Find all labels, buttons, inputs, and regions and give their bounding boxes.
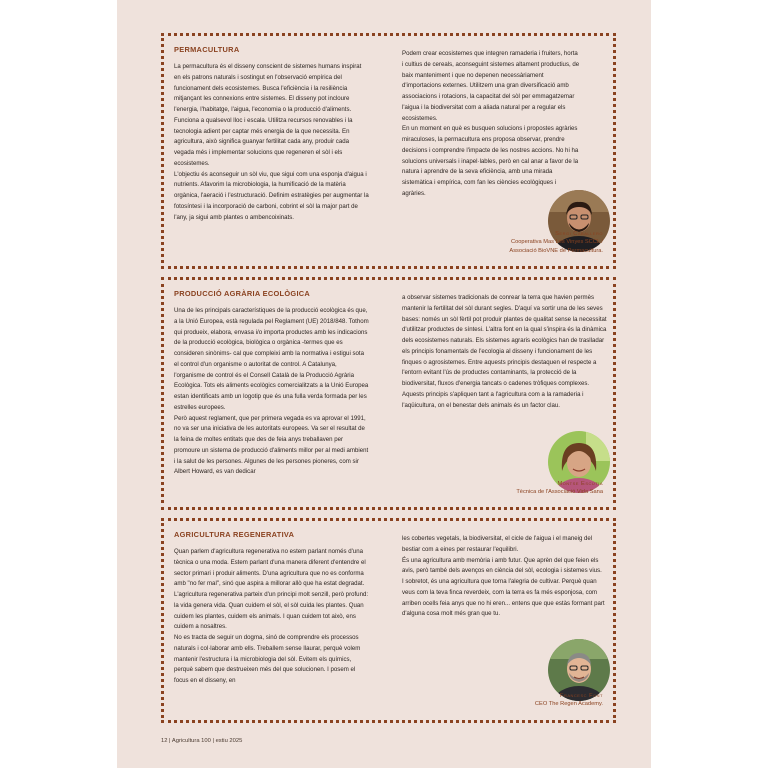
- paragraph: Quan parlem d'agricultura regenerativa no estem parlant només d'una tècnica o una moda. Estem parlant d'una manera diferent d'entendre el sector primari i produir aliments. D'una agricultura que no es conforma amb "no fer mal", sinó que aspira a millorar allò que ha estat degradat.: [174, 548, 366, 588]
- author-signature: [509, 230, 603, 255]
- author-signature: [516, 480, 603, 497]
- section-produccio-ecologica: [161, 277, 616, 510]
- paragraph: a observar sistemes tradicionals de conrear la terra que havien permès mantenir la fertilitat del sòl durant segles. D'aquí va sortir una de les seves bases: només un sòl fèrtil pot produir plantes de qualitat sense la necessitat d'utilitzar productes de síntesi. L'altra font en la qual s'inspira és la dinàmica dels ecosistemes naturals. Els sistemes agraris ecològics han de traslladar els principis fonamentals de l'ecologia al disseny i funcionament de les finques o agrosistemes. Entre aquests principis destaquen el respecte a l'entorn evitant l'ús de productes contaminants, la protecció de la biodiversitat, fluxos d'energia tancats o cadenes tròfiques complexes. Aquests principis s'apliquen tant a l'agricultura com a la ramaderia i l'aqüicultura, on el benestar dels animals és un factor clau.: [402, 294, 607, 409]
- section-title: AGRICULTURA REGENERATIVA: [174, 530, 295, 539]
- paragraph: Una de les principals característiques de la producció ecològica és que, a la Unió Europea, està regulada pel Reglament (UE) 2018/848. Tothom qui produeix, elabora, envasa i/o importa productes amb les indicacions de la producció ecològica, biològica o orgànica -termes que es consideren sinònims- cal que compleixi amb la normativa i estigui sota el control d'un organisme o autoritat de control. A Catalunya, l'organisme de control és el Consell Català de la Producció Agrària Ecològica. Tots els aliments ecològics comercialitzats a la Unió Europea estan identificats amb un logotip que és una fulla verda formada per les estrelles europees.: [174, 307, 369, 411]
- author-role: CEO The Regen Academy.: [534, 701, 603, 708]
- left-column: [174, 62, 369, 223]
- section-title: PERMACULTURA: [174, 45, 240, 54]
- magazine-page: [117, 0, 651, 768]
- author-name: Francesc Font: [559, 693, 603, 699]
- author-role: Cooperativa Mas Les Vinyes SCCL /: [511, 239, 603, 246]
- paragraph: Funciona a qualsevol lloc i escala. Utilitza recursos renovables i la tecnologia adient per captar més energia de la que necessita. En agricultura, això significa guanyar fertilitat cada any, produir cada vegada més i implementar solucions que regeneren el sòl i els ecosistemes.: [174, 116, 353, 167]
- author-name: Montse Escútia: [557, 481, 603, 487]
- paragraph: Però aquest reglament, que per primera vegada es va aprovar el 1991, no va ser una iniciativa de les autoritats europees. Va ser el resultat de la feina de moltes entitats que des de feia anys treballaven per promoure un sistema de producció d'aliments millor per al medi ambient i la salut de les persones. Algunes de les persones pioneres, com sir Albert Howard, es van dedicar: [174, 414, 369, 476]
- paragraph: La permacultura és el disseny conscient de sistemes humans inspirat en els patrons naturals i sostingut en l'observació empírica del funcionament dels ecosistemes. Busca l'eficiència i la resiliència mitjançant les connexions entre sistemes. El disseny pot incloure l'energia, l'habitatge, l'aigua, l'economia o la producció d'aliments.: [174, 63, 362, 113]
- paragraph: les cobertes vegetals, la biodiversitat, el cicle de l'aigua i el maneig del bestiar com a eines per restaurar l'equilibri.: [402, 535, 593, 553]
- paragraph: L'agricultura regenerativa parteix d'un principi molt senzill, però profund: la vida genera vida. Quan cuidem el sòl, el sòl cuida les plantes. Quan cuidem les plantes, cuidem els animals. I quan cuidem tot això, ens cuidem a nosaltres.: [174, 591, 369, 631]
- left-column: [174, 306, 369, 478]
- left-column: [174, 547, 369, 687]
- author-signature: [535, 692, 603, 709]
- right-column: [402, 49, 580, 200]
- paragraph: No es tracta de seguir un dogma, sinó de comprendre els processos naturals i col·laborar amb ells. Treballem sense llaurar, perquè volem mantenir l'estructura i la microbiologia del sòl. Evitem els químics, perquè sabem que destrueixen més del que solucionen. I posem el focus en el disseny, en: [174, 634, 361, 684]
- page-footer: 12 | Agricultura 100 | estiu 2025: [161, 738, 243, 744]
- author-role: Associació BioVNE de Permacultura.: [509, 247, 603, 254]
- paragraph: És una agricultura amb memòria i amb futur. Que aprèn del que feien els avis, però també dels avenços en ciència del sòl, ecologia i sistemes vius.: [402, 556, 602, 575]
- author-role: Tècnica de l'Associació Vida Sana: [516, 489, 603, 496]
- paragraph: En un moment en què es busquen solucions i propostes agràries miraculoses, la permacultura ens proposa observar, prendre decisions i comprendre l'impacte de les nostres accions. No hi ha solucions universals i inapel·lables, però en cal anar a favor de la natura i aprendre de la seva eficiència, amb una mirada sistemàtica i empírica, com fan les ciències ecològiques i agràries.: [402, 125, 579, 197]
- paragraph: Podem crear ecosistemes que integren ramaderia i fruiters, horta i cultius de cereals, aconseguint sistemes altament productius, de baix manteniment i que no depenen necessàriament d'importacions externes. Utilitzem una gran diversificació amb associacions i rotacions, la capacitat del sòl per emmagatzemar l'aigua i la biodiversitat com a aliada natural per a regular els ecosistemes.: [402, 50, 580, 122]
- paragraph: L'objectiu és aconseguir un sòl viu, que sigui com una esponja d'aigua i nutrients. Afavorim la microbiologia, la humificació de la matèria orgànica, l'aeració i l'estructuració. Definim estratègies per augmentar la fotosíntesi i la incorporació de carboni, cobrint el sòl la major part de l'any, ja sigui amb plantes o ambencoixinats.: [174, 170, 369, 221]
- author-name: Sergi Caballero: [555, 231, 603, 237]
- paragraph: I sobretot, és una agricultura que torna l'alegria de cultivar. Perquè quan veus com la teva finca reverdeix, com la terra es fa més esponjosa, com arriben ocells feia anys que no hi eren... entens que que estàs formant part d'alguna cosa molt més gran que tu.: [402, 578, 605, 618]
- section-permacultura: [161, 33, 616, 269]
- right-column: [402, 534, 608, 620]
- section-title: PRODUCCIÓ AGRÀRIA ECOLÒGICA: [174, 289, 311, 298]
- section-agricultura-regenerativa: [161, 518, 616, 723]
- right-column: [402, 293, 608, 411]
